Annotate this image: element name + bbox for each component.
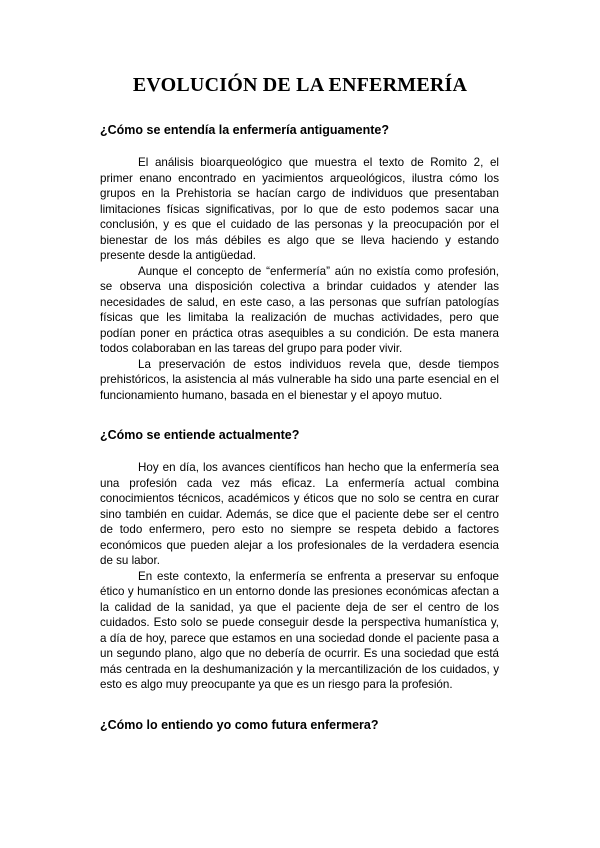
paragraph: La preservación de estos individuos revela que, desde tiempos prehistóricos, la asistencia al más vulnerable ha sido una parte esencial en el funcionamiento humano, basada en el bienestar y el apoyo mutuo. (100, 357, 499, 402)
paragraph: Aunque el concepto de “enfermería” aún no existía como profesión, se observa una disposición colectiva a brindar cuidados y atender las necesidades de salud, en este caso, a las personas que sufrían patologías físicas que les limitaba la realización de muchas actividades, pero que podían poner en práctica otras asequibles a su condición. De esta manera todos colaboraban en las tareas del grupo para poder vivir. (100, 264, 499, 355)
section-heading-futura-enfermera: ¿Cómo lo entiendo yo como futura enfermera? (100, 718, 379, 732)
section-heading-antiguamente: ¿Cómo se entendía la enfermería antiguamente? (100, 123, 389, 137)
paragraph: Hoy en día, los avances científicos han hecho que la enfermería sea una profesión cada vez más eficaz. La enfermería actual combina conocimientos técnicos, académicos y éticos que no solo se centra en curar sino también en cuidar. Además, se dice que el paciente debe ser el centro de todo enfermero, pero esto no siempre se respeta debido a factores económicos que pueden alejar a los profesionales de la verdadera esencia de su labor. (100, 461, 499, 567)
paragraph: El análisis bioarqueológico que muestra el texto de Romito 2, el primer enano encontrado en yacimientos arqueológicos, ilustra cómo los grupos en la Prehistoria se hacían cargo de individuos que presentaban limitaciones físicas significativas, por lo que de esto podemos sacar una conclusión, y es que el cuidado de las personas y la preocupación por el bienestar de los más débiles es algo que se lleva haciendo y estando presente desde la antigüedad. (100, 156, 499, 262)
section-body-actualmente (100, 460, 499, 693)
section-heading-actualmente: ¿Cómo se entiende actualmente? (100, 428, 300, 442)
paragraph: En este contexto, la enfermería se enfrenta a preservar su enfoque ético y humanístico en un entorno donde las presiones económicas afectan a la calidad de la sanidad, ya que el paciente deja de ser el centro de los cuidados. Esto solo se puede conseguir desde la perspectiva humanística y, a día de hoy, parece que estamos en una sociedad donde el paciente pasa a un segundo plano, algo que no debería de ocurrir. Es una sociedad que está más centrada en la deshumanización y la mercantilización de los cuidados, y esto es algo muy preocupante ya que es un riesgo para la profesión. (100, 569, 499, 691)
page-title: EVOLUCIÓN DE LA ENFERMERÍA (132, 74, 468, 96)
section-body-antiguamente (100, 155, 499, 403)
